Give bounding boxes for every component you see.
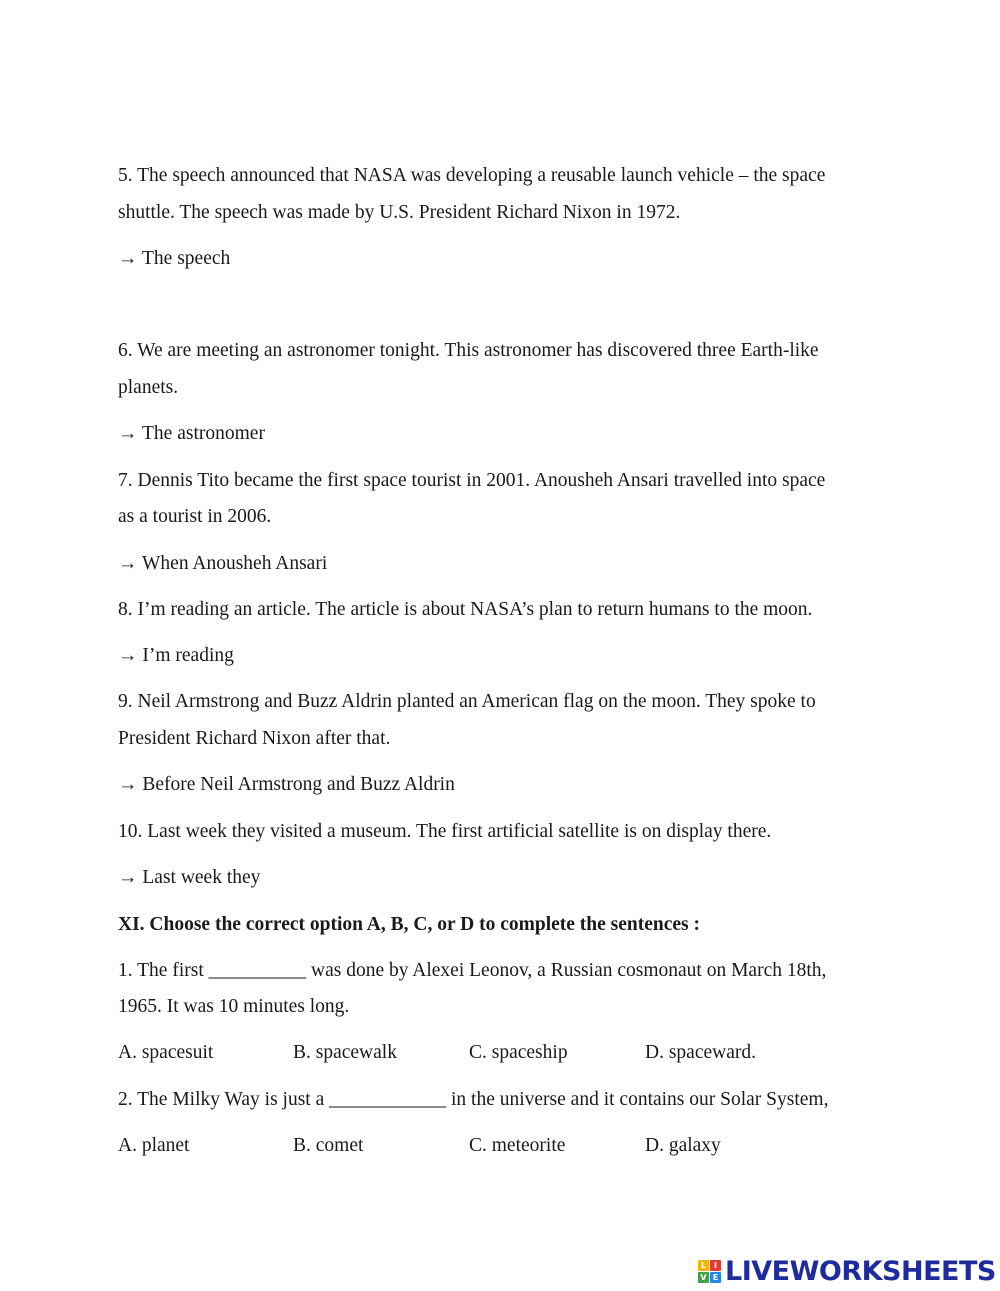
mc-question-1-option-b[interactable]: B. spacewalk — [293, 1042, 397, 1063]
question-6-answer-prompt: → The astronomer — [118, 423, 265, 444]
logo-text: LIVEWORKSHEETS — [725, 1255, 996, 1287]
mc-question-1-option-d[interactable]: D. spaceward. — [645, 1042, 756, 1063]
logo-block-i: I — [710, 1260, 721, 1271]
mc-question-2-option-a[interactable]: A. planet — [118, 1135, 190, 1156]
question-9-answer-prompt: → Before Neil Armstrong and Buzz Aldrin — [118, 774, 455, 795]
section-xi-heading: XI. Choose the correct option A, B, C, or D to complete the sentences : — [118, 914, 701, 935]
question-10-answer-prompt: → Last week they — [118, 867, 261, 888]
mc-question-2-option-c[interactable]: C. meteorite — [469, 1135, 566, 1156]
question-9-line-1: 9. Neil Armstrong and Buzz Aldrin planted an American flag on the moon. They spoke to — [118, 691, 816, 712]
logo-block-v: V — [698, 1272, 709, 1283]
question-5-line-1: 5. The speech announced that NASA was developing a reusable launch vehicle – the space — [118, 165, 826, 186]
mc-question-1-line-1: 1. The first __________ was done by Alexei Leonov, a Russian cosmonaut on March 18th, — [118, 960, 827, 981]
mc-question-1-option-c[interactable]: C. spaceship — [469, 1042, 568, 1063]
mc-question-1-line-2: 1965. It was 10 minutes long. — [118, 996, 350, 1017]
mc-question-1-option-a[interactable]: A. spacesuit — [118, 1042, 214, 1063]
question-7-line-2: as a tourist in 2006. — [118, 506, 272, 527]
logo-block-e: E — [710, 1272, 721, 1283]
question-5-answer-prompt: → The speech — [118, 248, 231, 269]
question-9-line-2: President Richard Nixon after that. — [118, 728, 391, 749]
question-7-answer-prompt: → When Anousheh Ansari — [118, 553, 328, 574]
question-10-line-1: 10. Last week they visited a museum. The first artificial satellite is on display there. — [118, 821, 772, 842]
question-5-line-2: shuttle. The speech was made by U.S. President Richard Nixon in 1972. — [118, 202, 681, 223]
question-8-line-1: 8. I’m reading an article. The article is about NASA’s plan to return humans to the moon. — [118, 599, 813, 620]
mc-question-2-option-d[interactable]: D. galaxy — [645, 1135, 721, 1156]
question-7-line-1: 7. Dennis Tito became the first space tourist in 2001. Anousheh Ansari travelled into space — [118, 470, 826, 491]
liveworksheets-logo — [698, 1256, 996, 1286]
question-8-answer-prompt: → I’m reading — [118, 645, 234, 666]
logo-block-l: L — [698, 1260, 709, 1271]
mc-question-2-line-1: 2. The Milky Way is just a ____________ in the universe and it contains our Solar System, — [118, 1089, 829, 1110]
logo-blocks-icon — [698, 1260, 721, 1283]
question-6-line-1: 6. We are meeting an astronomer tonight. This astronomer has discovered three Earth-like — [118, 340, 819, 361]
mc-question-2-option-b[interactable]: B. comet — [293, 1135, 364, 1156]
question-6-line-2: planets. — [118, 377, 179, 398]
